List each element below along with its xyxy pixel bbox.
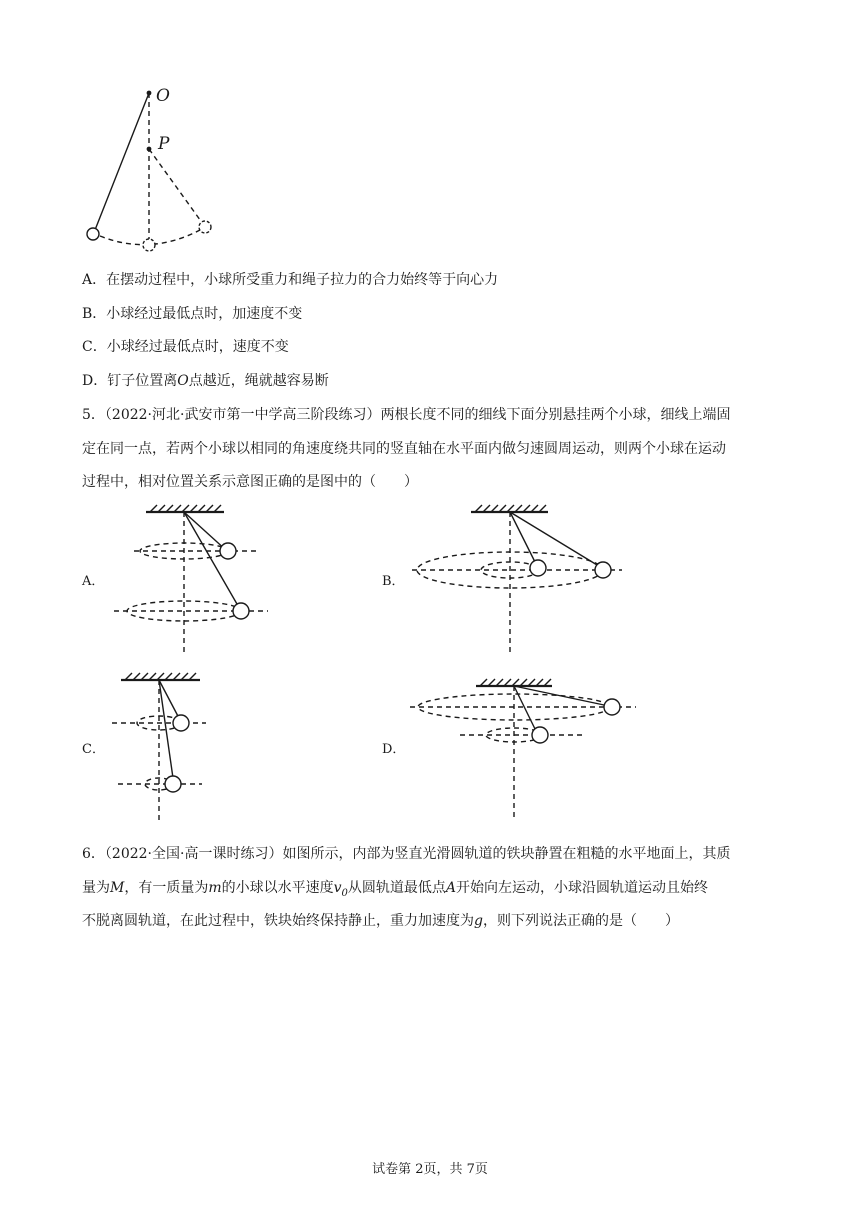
ball-left — [87, 228, 99, 240]
q5-line-3: 过程中，相对位置关系示意图正确的是图中的（ ） — [82, 474, 418, 490]
figure-c — [112, 673, 206, 820]
figure-d — [410, 679, 636, 820]
q5-option-d-label[interactable]: D． — [382, 742, 406, 757]
q5-source: （2022·河北·武安市第一中学高三阶段练习） — [104, 407, 381, 423]
q5-line-1 — [82, 405, 730, 425]
q6-text-3b: ，则下列说法正确的是（ ） — [482, 913, 679, 929]
q6-source: （2022·全国·高一课时练习） — [104, 846, 283, 862]
page-footer: 试卷第 2页，共 7页 — [372, 1162, 488, 1177]
q4-option-a-text: 在摆动过程中，小球所受重力和绳子拉力的合力始终等于向心力 — [106, 272, 499, 288]
q4-option-d-key: D． — [82, 373, 108, 389]
q6-var-A: A — [445, 880, 457, 896]
pivot-O-dot — [147, 91, 152, 96]
q4-option-c-key: C． — [82, 339, 107, 355]
q6-var-g: g — [474, 913, 483, 929]
figure-b — [412, 505, 622, 652]
label-O: O — [156, 86, 170, 106]
q6-line-3 — [82, 911, 679, 931]
q4-option-d-text-after: 点越近，绳就越容易断 — [188, 373, 329, 389]
q6-var-M: M — [110, 880, 125, 896]
q6-text-3a: 不脱离圆轨道，在此过程中，铁块始终保持静止，重力加速度为 — [82, 913, 474, 929]
q5-number: 5． — [82, 407, 105, 423]
q6-var-m: m — [208, 880, 222, 896]
q4-option-c[interactable] — [82, 337, 289, 357]
q6-text-2c: 的小球以水平速度 — [221, 880, 334, 896]
q6-text-2b: ，有一质量为 — [124, 880, 209, 896]
q6-var-v: v — [333, 880, 342, 896]
q4-option-a[interactable] — [82, 270, 498, 290]
q6-text-2a: 量为 — [82, 880, 110, 896]
q4-option-d[interactable] — [82, 371, 329, 391]
q6-text-1: 如图所示，内部为竖直光滑圆轨道的铁块静置在粗糙的水平地面上，其质 — [282, 846, 731, 862]
q5-option-a-label[interactable]: A． — [82, 574, 105, 589]
q5-option-b-label[interactable]: B． — [382, 574, 405, 589]
label-P: P — [158, 134, 170, 154]
ball-right — [199, 221, 211, 233]
q5-line-2: 定在同一点，若两个小球以相同的角速度绕共同的竖直轴在水平面内做匀速圆周运动，则两个小球在运动 — [82, 441, 726, 457]
q4-option-d-var: O — [177, 373, 189, 389]
q6-number: 6． — [82, 846, 105, 862]
figure-a — [114, 505, 268, 652]
q4-option-b-key: B． — [82, 306, 107, 322]
nail-P-dot — [147, 147, 152, 152]
q4-option-d-text-before: 钉子位置离 — [107, 373, 178, 389]
q6-line-1 — [82, 844, 730, 864]
ball-bottom — [143, 239, 155, 251]
q6-var-v-sub: 0 — [341, 887, 348, 899]
q5-text-1: 两根长度不同的细线下面分别悬挂两个小球，细线上端固 — [380, 407, 731, 423]
q4-option-b-text: 小球经过最低点时，加速度不变 — [106, 306, 303, 322]
q6-text-2d: 从圆轨道最低点 — [347, 880, 446, 896]
q4-option-a-key: A． — [82, 272, 107, 288]
q5-option-c-label[interactable]: C． — [82, 742, 105, 757]
q4-option-c-text: 小球经过最低点时，速度不变 — [106, 339, 289, 355]
q6-text-2e: 开始向左运动，小球沿圆轨道运动且始终 — [456, 880, 709, 896]
q4-option-b[interactable] — [82, 304, 302, 324]
q6-line-2 — [82, 878, 708, 904]
